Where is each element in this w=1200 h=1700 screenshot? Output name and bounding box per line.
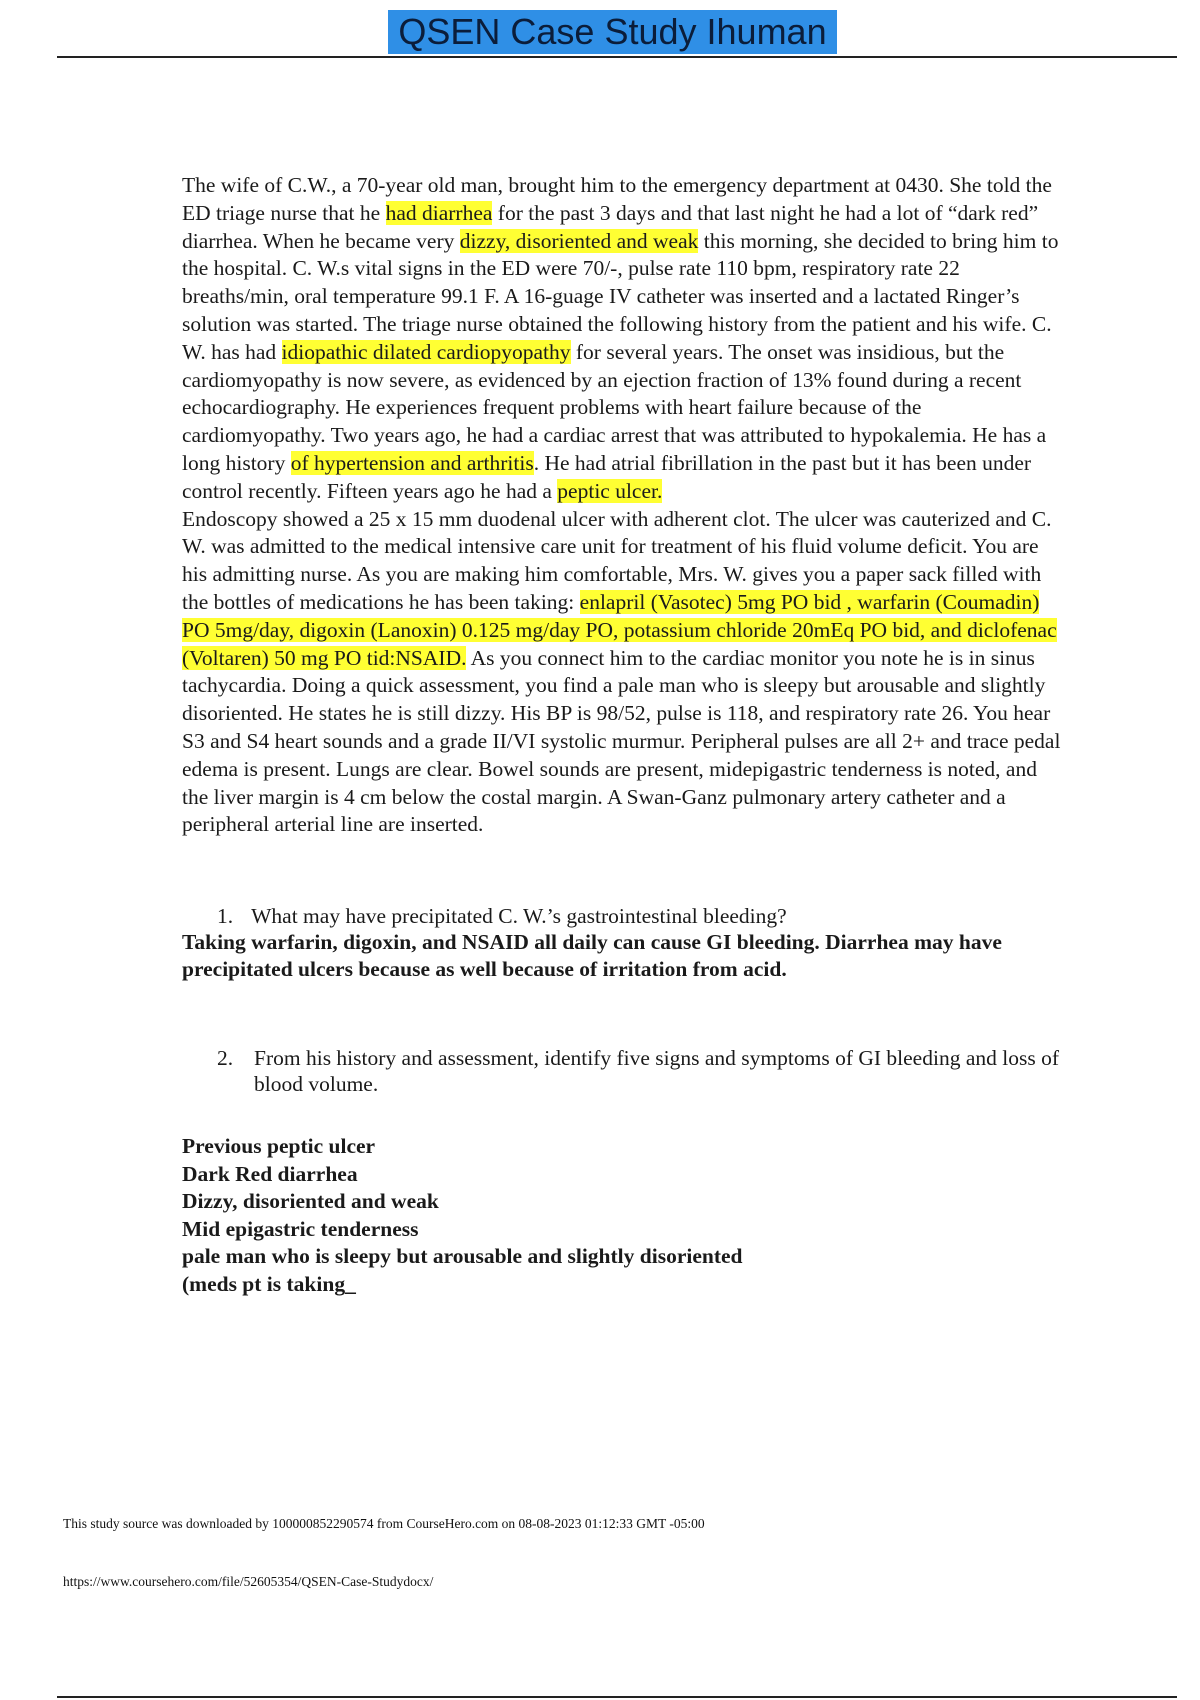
answer-item: Previous peptic ulcer [182, 1134, 376, 1159]
question-text: From his history and assessment, identify five signs and symptoms of GI bleeding and loss of blood volume. [254, 1046, 1059, 1097]
highlight-diarrhea: had diarrhea [385, 200, 493, 225]
answer-item: (meds pt is taking_ [182, 1271, 356, 1296]
question-2 [182, 1045, 1062, 1097]
answer-item: Dizzy, disoriented and weak [182, 1189, 439, 1214]
case-text: The wife of C.W., a 70-year old man, brought him to the emergency department at 0430. She told the ED triage nurse that he [182, 173, 1052, 225]
question-1 [182, 903, 1062, 929]
answer-item: Mid epigastric tenderness [182, 1216, 419, 1241]
question-number: 1. [217, 904, 234, 929]
answer-item: Dark Red diarrhea [182, 1161, 358, 1186]
case-text: As you connect him to the cardiac monitor you note he is in sinus tachycardia. Doing a quick assessment, you find a pale man who is sleepy but arousable and slightly disoriented. He states he is still dizzy. His BP is 98/52, pulse is 118, and respiratory rate 26. You hear S3 and S4 heart sounds and a grade II/VI systolic murmur. Peripheral pulses are all 2+ and trace pedal edema is present. Lungs are clear. Bowel sounds are present, midepigastric tenderness is noted, and the liver margin is 4 cm below the costal margin. A Swan-Ganz pulmonary artery catheter and a peripheral arterial line are inserted. [182, 645, 1061, 837]
case-text: for the past 3 days and that last night he had a lot of “dark red” diarrhea. When he became very [182, 200, 1039, 253]
case-paragraph-1 [182, 172, 1062, 506]
bottom-divider [57, 1696, 1177, 1698]
document-body [182, 172, 1062, 1298]
highlight-peptic-ulcer: peptic ulcer. [557, 478, 663, 503]
question-number: 2. [217, 1046, 234, 1071]
question-text: What may have precipitated C. W.’s gastrointestinal bleeding? [251, 904, 787, 929]
download-notice: This study source was downloaded by 100000852290574 from CourseHero.com on 08-08-2023 01:12:33 GMT -05:00 [63, 1516, 705, 1531]
case-paragraph-2 [182, 506, 1062, 840]
case-text: for several years. The onset was insidious, but the cardiomyopathy is now severe, as evidenced by an ejection fraction of 13% found during a recent echocardiography. He experiences frequent problems with heart failure because of the cardiomyopathy. Two years ago, he had a cardiac arrest that was attributed to hypokalemia. He has a long history [182, 339, 1047, 475]
highlight-medications: enlapril (Vasotec) 5mg PO bid , warfarin (Coumadin) PO 5mg/day, digoxin (Lanoxin) 0.125 mg/day PO, potassium chloride 20mEq PO bid, and diclofenac (Voltaren) 50 mg PO tid:NSAID. [182, 589, 1057, 670]
answer-2-list [182, 1133, 1062, 1298]
highlight-dizzy: dizzy, disoriented and weak [459, 228, 699, 253]
source-url[interactable]: https://www.coursehero.com/file/52605354/QSEN-Case-Studydocx/ [63, 1574, 434, 1589]
document-title: QSEN Case Study Ihuman [388, 10, 836, 54]
answer-1: Taking warfarin, digoxin, and NSAID all daily can cause GI bleeding. Diarrhea may have precipitated ulcers because as well because of irritation from acid. [182, 930, 1002, 982]
top-divider [57, 56, 1177, 58]
case-text: . He had atrial fibrillation in the past but it has been under control recently. Fifteen years ago he had a [182, 450, 1032, 503]
page-header [0, 10, 1200, 54]
highlight-hypertension: of hypertension and arthritis [290, 450, 534, 475]
case-text: this morning, she decided to bring him to the hospital. C. W.s vital signs in the ED were 70/-, pulse rate 110 bpm, respiratory rate 22 breaths/min, oral temperature 99.1 F. A 16-guage IV catheter was inserted and a lactated Ringer’s solution was started. The triage nurse obtained the following history from the patient and his wife. C. W. has had [182, 228, 1059, 364]
answer-item: pale man who is sleepy but arousable and slightly disoriented [182, 1244, 743, 1269]
case-text: Endoscopy showed a 25 x 15 mm duodenal ulcer with adherent clot. The ulcer was cauterized and C. W. was admitted to the medical intensive care unit for treatment of his fluid volume deficit. You are his admitting nurse. As you are making him comfortable, Mrs. W. gives you a paper sack filled with the bottles of medications he has been taking: [182, 506, 1052, 614]
highlight-cardiomyopathy: idiopathic dilated cardiopyopathy [281, 339, 571, 364]
